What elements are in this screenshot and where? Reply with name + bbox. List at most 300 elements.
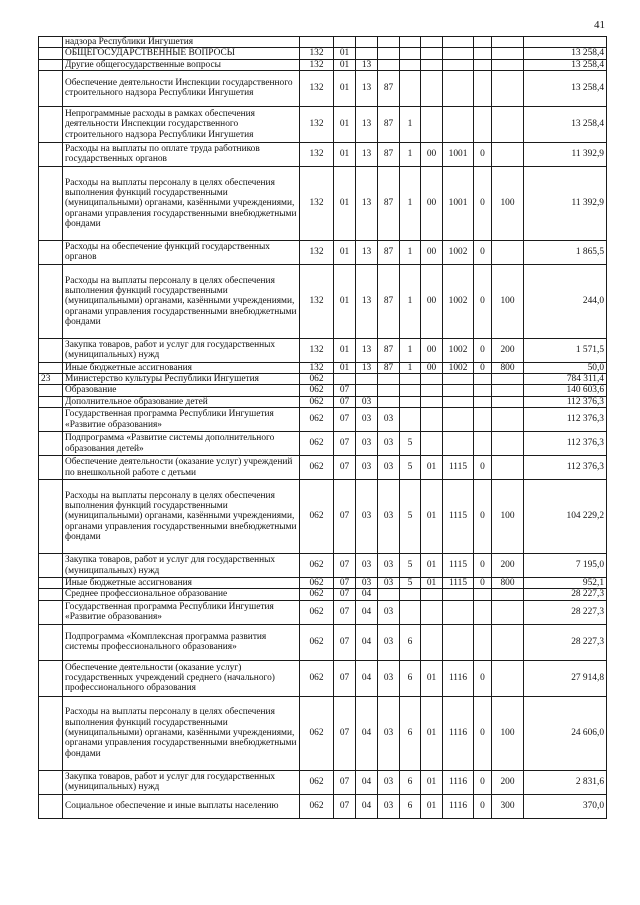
vid-code-cell: 200 bbox=[492, 554, 524, 578]
podrazdel-code-cell: 04 bbox=[356, 589, 378, 600]
table-row bbox=[39, 432, 607, 456]
sub-code-cell: 0 bbox=[474, 338, 492, 362]
expense-code-cell: 1001 bbox=[443, 166, 474, 240]
subprogram-code-cell bbox=[400, 600, 421, 624]
amount-cell: 13 258,4 bbox=[524, 70, 607, 106]
vid-code-cell bbox=[492, 374, 524, 385]
vid-code-cell: 100 bbox=[492, 166, 524, 240]
direction-code-cell: 01 bbox=[421, 696, 443, 770]
expense-code-cell: 1115 bbox=[443, 480, 474, 554]
program-code-cell: 87 bbox=[378, 142, 400, 166]
glava-code-cell: 132 bbox=[300, 338, 334, 362]
glava-code-cell: 132 bbox=[300, 240, 334, 264]
table-row bbox=[39, 696, 607, 770]
podrazdel-code-cell: 13 bbox=[356, 362, 378, 373]
amount-cell: 112 376,3 bbox=[524, 432, 607, 456]
subprogram-code-cell bbox=[400, 48, 421, 59]
glava-code-cell: 062 bbox=[300, 794, 334, 818]
sub-code-cell bbox=[474, 70, 492, 106]
sub-code-cell: 0 bbox=[474, 240, 492, 264]
amount-cell: 28 227,3 bbox=[524, 589, 607, 600]
podrazdel-code-cell: 13 bbox=[356, 106, 378, 142]
row-number-cell bbox=[39, 770, 63, 794]
expense-code-cell bbox=[443, 385, 474, 396]
direction-code-cell: 01 bbox=[421, 480, 443, 554]
amount-cell: 24 606,0 bbox=[524, 696, 607, 770]
subprogram-code-cell: 5 bbox=[400, 480, 421, 554]
table-row bbox=[39, 624, 607, 660]
razdel-code-cell: 07 bbox=[334, 554, 356, 578]
expense-name-cell: Непрограммные расходы в рамках обеспечения деятельности Инспекции государственного строительного надзора Республики Ингушетия bbox=[63, 106, 300, 142]
expense-code-cell bbox=[443, 106, 474, 142]
table-row bbox=[39, 374, 607, 385]
program-code-cell: 87 bbox=[378, 106, 400, 142]
podrazdel-code-cell: 13 bbox=[356, 166, 378, 240]
expense-code-cell bbox=[443, 408, 474, 432]
sub-code-cell bbox=[474, 624, 492, 660]
expense-code-cell: 1002 bbox=[443, 338, 474, 362]
direction-code-cell: 00 bbox=[421, 362, 443, 373]
expense-name-cell: Социальное обеспечение и иные выплаты населению bbox=[63, 794, 300, 818]
podrazdel-code-cell: 13 bbox=[356, 338, 378, 362]
sub-code-cell bbox=[474, 385, 492, 396]
subprogram-code-cell: 5 bbox=[400, 432, 421, 456]
amount-cell: 50,0 bbox=[524, 362, 607, 373]
amount-cell: 784 311,4 bbox=[524, 374, 607, 385]
direction-code-cell: 01 bbox=[421, 456, 443, 480]
razdel-code-cell: 01 bbox=[334, 59, 356, 70]
vid-code-cell bbox=[492, 70, 524, 106]
razdel-code-cell: 07 bbox=[334, 396, 356, 407]
expense-name-cell: Закупка товаров, работ и услуг для государственных (муниципальных) нужд bbox=[63, 770, 300, 794]
direction-code-cell bbox=[421, 37, 443, 48]
glava-code-cell: 062 bbox=[300, 396, 334, 407]
row-number-cell bbox=[39, 37, 63, 48]
row-number-cell bbox=[39, 432, 63, 456]
vid-code-cell: 200 bbox=[492, 338, 524, 362]
expense-name-cell: Расходы на выплаты персоналу в целях обеспечения выполнения функций государственными (муниципальными) органами, казёнными учреждениями, органами управления государственными внебюджетными фондами bbox=[63, 480, 300, 554]
expense-code-cell: 1116 bbox=[443, 770, 474, 794]
expense-code-cell bbox=[443, 589, 474, 600]
expense-code-cell bbox=[443, 374, 474, 385]
program-code-cell: 03 bbox=[378, 578, 400, 589]
row-number-cell bbox=[39, 578, 63, 589]
table-row bbox=[39, 37, 607, 48]
razdel-code-cell: 01 bbox=[334, 48, 356, 59]
podrazdel-code-cell: 04 bbox=[356, 794, 378, 818]
sub-code-cell bbox=[474, 432, 492, 456]
program-code-cell: 87 bbox=[378, 70, 400, 106]
amount-cell: 112 376,3 bbox=[524, 396, 607, 407]
row-number-cell bbox=[39, 264, 63, 338]
razdel-code-cell: 07 bbox=[334, 456, 356, 480]
direction-code-cell bbox=[421, 432, 443, 456]
expense-code-cell: 1002 bbox=[443, 264, 474, 338]
glava-code-cell: 062 bbox=[300, 374, 334, 385]
expense-name-cell: ОБЩЕГОСУДАРСТВЕННЫЕ ВОПРОСЫ bbox=[63, 48, 300, 59]
razdel-code-cell: 01 bbox=[334, 70, 356, 106]
subprogram-code-cell: 5 bbox=[400, 554, 421, 578]
table-row bbox=[39, 70, 607, 106]
expense-name-cell: Образование bbox=[63, 385, 300, 396]
razdel-code-cell: 07 bbox=[334, 589, 356, 600]
amount-cell: 112 376,3 bbox=[524, 408, 607, 432]
table-row bbox=[39, 578, 607, 589]
row-number-cell bbox=[39, 408, 63, 432]
razdel-code-cell: 07 bbox=[334, 624, 356, 660]
row-number-cell bbox=[39, 696, 63, 770]
table-row bbox=[39, 240, 607, 264]
sub-code-cell: 0 bbox=[474, 770, 492, 794]
podrazdel-code-cell: 03 bbox=[356, 456, 378, 480]
program-code-cell: 03 bbox=[378, 408, 400, 432]
subprogram-code-cell bbox=[400, 59, 421, 70]
glava-code-cell: 132 bbox=[300, 142, 334, 166]
podrazdel-code-cell: 03 bbox=[356, 578, 378, 589]
expense-code-cell: 1115 bbox=[443, 578, 474, 589]
vid-code-cell bbox=[492, 59, 524, 70]
razdel-code-cell: 01 bbox=[334, 362, 356, 373]
direction-code-cell bbox=[421, 70, 443, 106]
program-code-cell: 03 bbox=[378, 600, 400, 624]
program-code-cell: 87 bbox=[378, 166, 400, 240]
vid-code-cell bbox=[492, 396, 524, 407]
table-row bbox=[39, 106, 607, 142]
direction-code-cell bbox=[421, 385, 443, 396]
amount-cell: 952,1 bbox=[524, 578, 607, 589]
podrazdel-code-cell bbox=[356, 374, 378, 385]
page-number: 41 bbox=[594, 19, 605, 31]
table-row bbox=[39, 554, 607, 578]
program-code-cell bbox=[378, 396, 400, 407]
podrazdel-code-cell: 13 bbox=[356, 264, 378, 338]
direction-code-cell: 01 bbox=[421, 578, 443, 589]
razdel-code-cell: 07 bbox=[334, 432, 356, 456]
direction-code-cell: 00 bbox=[421, 142, 443, 166]
program-code-cell: 03 bbox=[378, 794, 400, 818]
row-number-cell bbox=[39, 70, 63, 106]
amount-cell: 13 258,4 bbox=[524, 106, 607, 142]
direction-code-cell bbox=[421, 59, 443, 70]
expense-name-cell: Дополнительное образование детей bbox=[63, 396, 300, 407]
glava-code-cell: 062 bbox=[300, 432, 334, 456]
table-row bbox=[39, 142, 607, 166]
program-code-cell: 87 bbox=[378, 338, 400, 362]
direction-code-cell bbox=[421, 600, 443, 624]
expense-name-cell: надзора Республики Ингушетия bbox=[63, 37, 300, 48]
razdel-code-cell: 01 bbox=[334, 338, 356, 362]
podrazdel-code-cell: 03 bbox=[356, 396, 378, 407]
podrazdel-code-cell: 13 bbox=[356, 59, 378, 70]
program-code-cell: 03 bbox=[378, 456, 400, 480]
glava-code-cell: 062 bbox=[300, 600, 334, 624]
podrazdel-code-cell: 04 bbox=[356, 660, 378, 696]
razdel-code-cell: 01 bbox=[334, 264, 356, 338]
vid-code-cell bbox=[492, 432, 524, 456]
row-number-cell bbox=[39, 456, 63, 480]
subprogram-code-cell bbox=[400, 589, 421, 600]
razdel-code-cell: 01 bbox=[334, 240, 356, 264]
direction-code-cell bbox=[421, 48, 443, 59]
expense-name-cell: Обеспечение деятельности Инспекции государственного строительного надзора Республики Ингушетия bbox=[63, 70, 300, 106]
direction-code-cell bbox=[421, 408, 443, 432]
subprogram-code-cell: 1 bbox=[400, 166, 421, 240]
expense-code-cell bbox=[443, 600, 474, 624]
expense-name-cell: Государственная программа Республики Ингушетия «Развитие образования» bbox=[63, 408, 300, 432]
podrazdel-code-cell bbox=[356, 48, 378, 59]
amount-cell: 7 195,0 bbox=[524, 554, 607, 578]
podrazdel-code-cell: 13 bbox=[356, 142, 378, 166]
vid-code-cell: 100 bbox=[492, 696, 524, 770]
expense-code-cell bbox=[443, 396, 474, 407]
expense-name-cell: Расходы на выплаты персоналу в целях обеспечения выполнения функций государственными (муниципальными) органами, казёнными учреждениями, органами управления государственными внебюджетными фондами bbox=[63, 166, 300, 240]
vid-code-cell: 200 bbox=[492, 770, 524, 794]
expense-name-cell: Подпрограмма «Развитие системы дополнительного образования детей» bbox=[63, 432, 300, 456]
amount-cell: 244,0 bbox=[524, 264, 607, 338]
direction-code-cell bbox=[421, 589, 443, 600]
podrazdel-code-cell: 04 bbox=[356, 770, 378, 794]
amount-cell bbox=[524, 37, 607, 48]
razdel-code-cell: 07 bbox=[334, 408, 356, 432]
subprogram-code-cell: 1 bbox=[400, 142, 421, 166]
table-row bbox=[39, 408, 607, 432]
glava-code-cell: 132 bbox=[300, 70, 334, 106]
sub-code-cell bbox=[474, 59, 492, 70]
podrazdel-code-cell: 03 bbox=[356, 480, 378, 554]
expense-code-cell: 1002 bbox=[443, 362, 474, 373]
podrazdel-code-cell: 03 bbox=[356, 408, 378, 432]
subprogram-code-cell bbox=[400, 70, 421, 106]
vid-code-cell bbox=[492, 624, 524, 660]
sub-code-cell bbox=[474, 374, 492, 385]
expense-name-cell: Подпрограмма «Комплексная программа развития системы профессионального образования» bbox=[63, 624, 300, 660]
direction-code-cell bbox=[421, 396, 443, 407]
podrazdel-code-cell: 03 bbox=[356, 554, 378, 578]
glava-code-cell: 062 bbox=[300, 624, 334, 660]
sub-code-cell bbox=[474, 37, 492, 48]
row-number-cell bbox=[39, 362, 63, 373]
program-code-cell: 03 bbox=[378, 624, 400, 660]
expense-code-cell: 1116 bbox=[443, 696, 474, 770]
table-row bbox=[39, 770, 607, 794]
amount-cell: 28 227,3 bbox=[524, 624, 607, 660]
sub-code-cell: 0 bbox=[474, 794, 492, 818]
program-code-cell bbox=[378, 589, 400, 600]
glava-code-cell: 062 bbox=[300, 456, 334, 480]
direction-code-cell bbox=[421, 374, 443, 385]
direction-code-cell: 01 bbox=[421, 554, 443, 578]
table-row bbox=[39, 456, 607, 480]
table-row bbox=[39, 600, 607, 624]
table-row bbox=[39, 660, 607, 696]
direction-code-cell: 00 bbox=[421, 240, 443, 264]
glava-code-cell: 132 bbox=[300, 48, 334, 59]
table-row bbox=[39, 589, 607, 600]
razdel-code-cell: 01 bbox=[334, 166, 356, 240]
sub-code-cell bbox=[474, 396, 492, 407]
expense-code-cell: 1115 bbox=[443, 554, 474, 578]
subprogram-code-cell: 1 bbox=[400, 240, 421, 264]
row-number-cell bbox=[39, 600, 63, 624]
direction-code-cell: 00 bbox=[421, 264, 443, 338]
subprogram-code-cell: 6 bbox=[400, 624, 421, 660]
table-row bbox=[39, 480, 607, 554]
subprogram-code-cell: 1 bbox=[400, 338, 421, 362]
vid-code-cell: 300 bbox=[492, 794, 524, 818]
subprogram-code-cell: 6 bbox=[400, 696, 421, 770]
amount-cell: 104 229,2 bbox=[524, 480, 607, 554]
expense-code-cell: 1001 bbox=[443, 142, 474, 166]
amount-cell: 112 376,3 bbox=[524, 456, 607, 480]
expense-name-cell: Среднее профессиональное образование bbox=[63, 589, 300, 600]
expense-code-cell bbox=[443, 70, 474, 106]
expense-name-cell: Иные бюджетные ассигнования bbox=[63, 362, 300, 373]
row-number-cell bbox=[39, 794, 63, 818]
table-row bbox=[39, 264, 607, 338]
vid-code-cell bbox=[492, 37, 524, 48]
direction-code-cell: 01 bbox=[421, 770, 443, 794]
program-code-cell: 87 bbox=[378, 264, 400, 338]
podrazdel-code-cell bbox=[356, 37, 378, 48]
row-number-cell bbox=[39, 338, 63, 362]
glava-code-cell: 062 bbox=[300, 589, 334, 600]
subprogram-code-cell bbox=[400, 37, 421, 48]
amount-cell: 13 258,4 bbox=[524, 59, 607, 70]
glava-code-cell: 132 bbox=[300, 166, 334, 240]
sub-code-cell: 0 bbox=[474, 578, 492, 589]
expense-name-cell: Обеспечение деятельности (оказание услуг) учреждений по внешкольной работе с детьми bbox=[63, 456, 300, 480]
amount-cell: 28 227,3 bbox=[524, 600, 607, 624]
program-code-cell: 03 bbox=[378, 480, 400, 554]
sub-code-cell: 0 bbox=[474, 456, 492, 480]
table-row bbox=[39, 48, 607, 59]
row-number-cell bbox=[39, 396, 63, 407]
glava-code-cell: 062 bbox=[300, 408, 334, 432]
amount-cell: 2 831,6 bbox=[524, 770, 607, 794]
direction-code-cell: 00 bbox=[421, 338, 443, 362]
expense-name-cell: Другие общегосударственные вопросы bbox=[63, 59, 300, 70]
podrazdel-code-cell: 13 bbox=[356, 70, 378, 106]
amount-cell: 27 914,8 bbox=[524, 660, 607, 696]
program-code-cell bbox=[378, 374, 400, 385]
vid-code-cell bbox=[492, 589, 524, 600]
expense-code-cell: 1116 bbox=[443, 660, 474, 696]
sub-code-cell: 0 bbox=[474, 554, 492, 578]
vid-code-cell bbox=[492, 600, 524, 624]
expense-name-cell: Закупка товаров, работ и услуг для государственных (муниципальных) нужд bbox=[63, 554, 300, 578]
podrazdel-code-cell: 13 bbox=[356, 240, 378, 264]
program-code-cell: 03 bbox=[378, 660, 400, 696]
podrazdel-code-cell: 04 bbox=[356, 600, 378, 624]
expense-code-cell bbox=[443, 432, 474, 456]
razdel-code-cell bbox=[334, 37, 356, 48]
row-number-cell bbox=[39, 106, 63, 142]
vid-code-cell bbox=[492, 142, 524, 166]
razdel-code-cell: 07 bbox=[334, 660, 356, 696]
sub-code-cell: 0 bbox=[474, 142, 492, 166]
row-number-cell bbox=[39, 142, 63, 166]
sub-code-cell: 0 bbox=[474, 696, 492, 770]
glava-code-cell: 132 bbox=[300, 106, 334, 142]
expense-name-cell: Расходы на выплаты по оплате труда работников государственных органов bbox=[63, 142, 300, 166]
direction-code-cell: 01 bbox=[421, 794, 443, 818]
program-code-cell bbox=[378, 385, 400, 396]
direction-code-cell: 00 bbox=[421, 166, 443, 240]
expense-code-cell: 1002 bbox=[443, 240, 474, 264]
amount-cell: 11 392,9 bbox=[524, 166, 607, 240]
sub-code-cell bbox=[474, 408, 492, 432]
glava-code-cell: 132 bbox=[300, 59, 334, 70]
table-row bbox=[39, 794, 607, 818]
vid-code-cell: 100 bbox=[492, 264, 524, 338]
glava-code-cell: 132 bbox=[300, 362, 334, 373]
amount-cell: 1 865,5 bbox=[524, 240, 607, 264]
table-row bbox=[39, 59, 607, 70]
amount-cell: 370,0 bbox=[524, 794, 607, 818]
razdel-code-cell: 07 bbox=[334, 480, 356, 554]
glava-code-cell: 062 bbox=[300, 480, 334, 554]
amount-cell: 13 258,4 bbox=[524, 48, 607, 59]
budget-table bbox=[38, 36, 607, 819]
subprogram-code-cell bbox=[400, 374, 421, 385]
razdel-code-cell: 01 bbox=[334, 142, 356, 166]
vid-code-cell bbox=[492, 106, 524, 142]
amount-cell: 11 392,9 bbox=[524, 142, 607, 166]
expense-code-cell: 1115 bbox=[443, 456, 474, 480]
glava-code-cell: 062 bbox=[300, 554, 334, 578]
subprogram-code-cell: 1 bbox=[400, 264, 421, 338]
row-number-cell bbox=[39, 589, 63, 600]
razdel-code-cell: 07 bbox=[334, 770, 356, 794]
row-number-cell bbox=[39, 554, 63, 578]
expense-name-cell: Иные бюджетные ассигнования bbox=[63, 578, 300, 589]
row-number-cell bbox=[39, 240, 63, 264]
program-code-cell bbox=[378, 48, 400, 59]
vid-code-cell bbox=[492, 408, 524, 432]
vid-code-cell: 800 bbox=[492, 578, 524, 589]
row-number-cell: 23 bbox=[39, 374, 63, 385]
sub-code-cell: 0 bbox=[474, 480, 492, 554]
expense-name-cell: Обеспечение деятельности (оказание услуг) государственных учреждений среднего (начального) профессионального образования bbox=[63, 660, 300, 696]
expense-code-cell bbox=[443, 37, 474, 48]
glava-code-cell: 062 bbox=[300, 696, 334, 770]
table-row bbox=[39, 166, 607, 240]
subprogram-code-cell: 6 bbox=[400, 770, 421, 794]
expense-name-cell: Расходы на обеспечение функций государственных органов bbox=[63, 240, 300, 264]
subprogram-code-cell bbox=[400, 396, 421, 407]
program-code-cell: 03 bbox=[378, 696, 400, 770]
subprogram-code-cell: 6 bbox=[400, 660, 421, 696]
expense-name-cell: Государственная программа Республики Ингушетия «Развитие образования» bbox=[63, 600, 300, 624]
sub-code-cell bbox=[474, 106, 492, 142]
podrazdel-code-cell bbox=[356, 385, 378, 396]
razdel-code-cell: 07 bbox=[334, 794, 356, 818]
sub-code-cell: 0 bbox=[474, 362, 492, 373]
row-number-cell bbox=[39, 48, 63, 59]
subprogram-code-cell: 6 bbox=[400, 794, 421, 818]
subprogram-code-cell bbox=[400, 385, 421, 396]
table-row bbox=[39, 362, 607, 373]
expense-name-cell: Министерство культуры Республики Ингушетия bbox=[63, 374, 300, 385]
program-code-cell: 87 bbox=[378, 362, 400, 373]
subprogram-code-cell bbox=[400, 408, 421, 432]
program-code-cell: 03 bbox=[378, 432, 400, 456]
glava-code-cell: 062 bbox=[300, 578, 334, 589]
glava-code-cell: 062 bbox=[300, 385, 334, 396]
vid-code-cell: 800 bbox=[492, 362, 524, 373]
program-code-cell bbox=[378, 59, 400, 70]
razdel-code-cell: 07 bbox=[334, 578, 356, 589]
